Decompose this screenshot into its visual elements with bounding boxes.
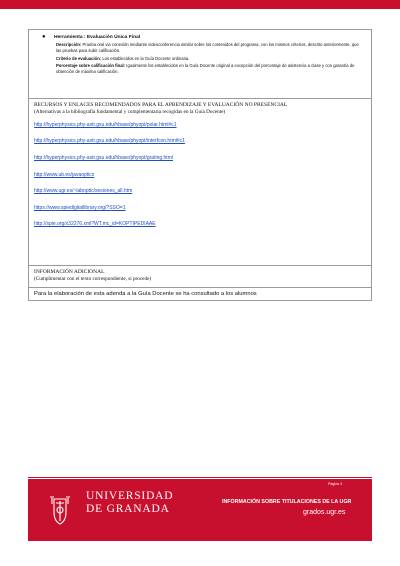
additional-info-cell [28, 265, 372, 287]
resource-link[interactable]: http://www.ugr.es/~laboptic/sesiones_all.htm [34, 188, 133, 195]
additional-info-heading: INFORMACIÓN ADICIONAL [34, 269, 105, 275]
resource-link[interactable]: https://www.spiedigitallibrary.org/?SSO=1 [34, 204, 126, 211]
resource-link[interactable]: http://hyperphysics.phy-astr.gsu.edu/hbase/phyopt/grating.html [34, 154, 173, 161]
resource-link[interactable]: http://www.ub.es/javaoptics [34, 171, 95, 178]
university-name [86, 490, 173, 516]
tool-title: Herramienta : Evaluación Única Final [54, 35, 141, 40]
resources-heading: RECURSOS Y ENLACES RECOMENDADOS PARA EL APRENDIZAJE Y EVALUACIÓN NO PRESENCIAL [34, 102, 288, 108]
bullet-icon: ● [42, 34, 46, 40]
resource-link[interactable]: http://spie.org/x32276.xml?WT.mc_id=KOPTIPEDIAAE [34, 221, 156, 228]
percentage-text: Igualmente los establecidos en la Guía Docente original a excepción del porcentaje de asistencia a clase y con garantía de obtención de máxima calificación. [56, 62, 355, 75]
note-cell [28, 287, 372, 301]
resource-link[interactable]: http://hyperphysics.phy-astr.gsu.edu/hbase/phyopt/interfcon.html#c1 [34, 138, 185, 145]
tool-title-row [39, 35, 365, 40]
resources-cell [28, 98, 372, 265]
tool-percentage [56, 63, 365, 75]
top-red-bar [0, 0, 400, 9]
description-label: Descripción: [56, 42, 82, 47]
criteria-text: Los establecidos en la Guía Docente ordinaria. [101, 55, 190, 61]
university-name-line1: UNIVERSIDAD [86, 490, 174, 502]
evaluation-tool-cell [28, 29, 372, 98]
resources-subheading: (Alternativas a la bibliografía fundamental y complementaria recogidas en la Guía Docente) [34, 108, 226, 115]
additional-info-subheading: (Cumplimentar con el texto correspondiente, si procede) [34, 275, 152, 282]
percentage-label: Porcentaje sobre calificación final: [56, 62, 126, 68]
consultation-note: Para la elaboración de esta adenda a la Guía Docente se ha consultado a los alumnos [34, 291, 257, 297]
criteria-label: Criterio de evaluación: [56, 55, 102, 61]
footer-banner [28, 479, 372, 541]
addendum-table [28, 29, 372, 301]
tool-description [56, 42, 365, 54]
description-text: Prueba oral via conexión mediante videoconferencia similar sobre los contenidos del programa, con los mismos criterios, descrito anteriormente, que las pruebas para subir calificación. [56, 42, 359, 54]
university-name-line2: DE GRANADA [86, 503, 170, 515]
resource-link[interactable]: http://hyperphysics.phy-astr.gsu.edu/hbase/phyopt/polar.html#c1 [34, 121, 177, 128]
university-crest-icon [48, 495, 88, 527]
resources-links [34, 122, 366, 238]
degrees-info-text: INFORMACIÓN SOBRE TITULACIONES DE LA UGR [222, 499, 352, 505]
tool-body [39, 42, 365, 75]
tool-criteria [56, 56, 365, 62]
page-number: Página 4 [328, 482, 343, 486]
degrees-site-link[interactable]: grados.ugr.es [303, 509, 346, 516]
footer-divider [28, 477, 372, 478]
